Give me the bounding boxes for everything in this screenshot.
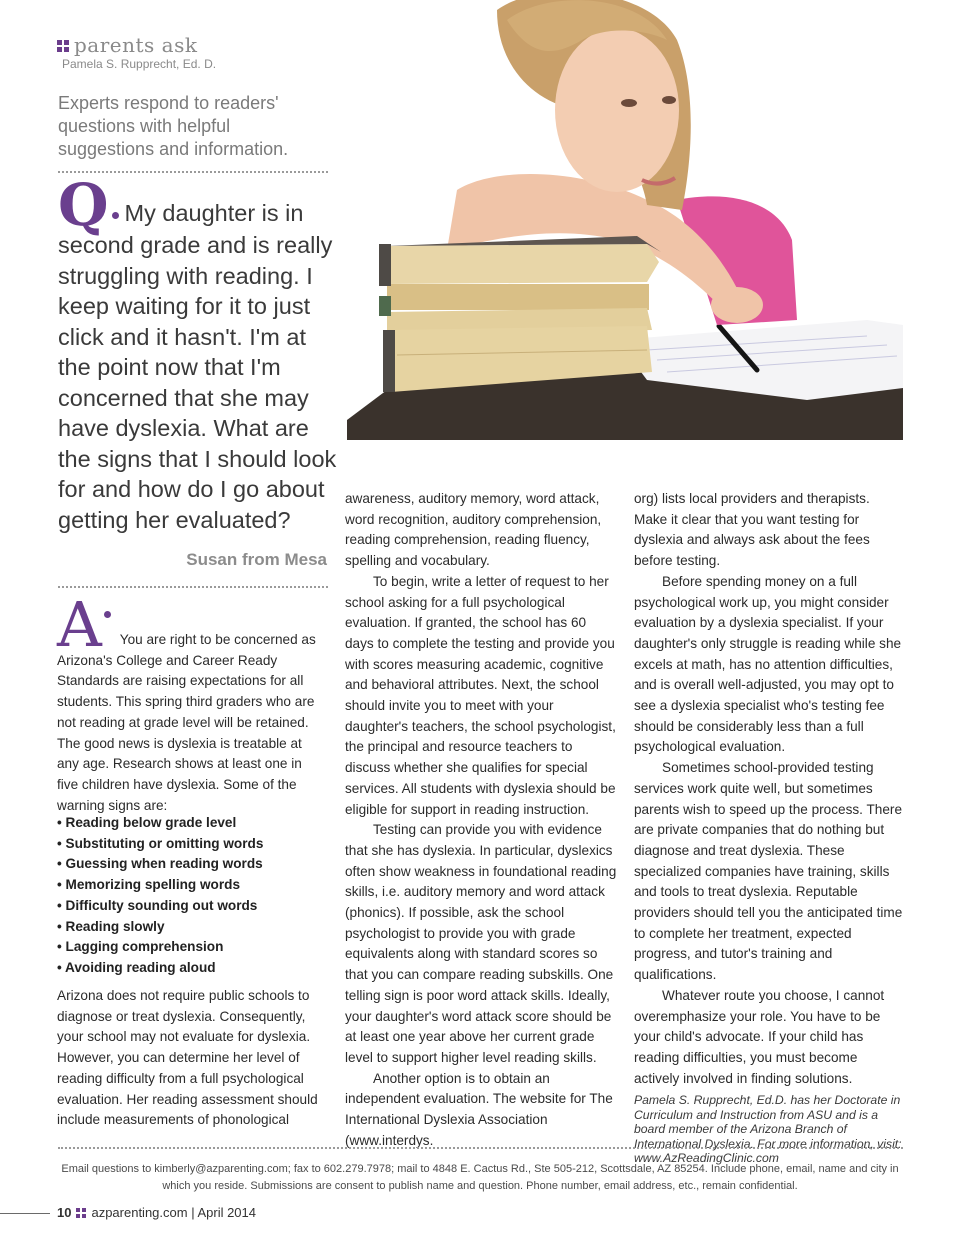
section-dots-icon — [76, 1208, 86, 1218]
submission-note: Email questions to kimberly@azparenting.com; fax to 602.279.7978; mail to 4848 E. Cactus Rd., Ste 505-212, Scottsdale, AZ 85254. Include phone, email, name and city in which you reside. Submissions are consent to publish name and question. Phone number, email address, etc., remain confidential. — [61, 1163, 899, 1192]
question-text: My daughter is in second grade and is really struggling with reading. I keep waiting for it to just click and it hasn't. I'm at the point now that I'm concerned that she may have dyslexia. What are the signs that I should look for and how do I go about getting her evaluated? — [58, 200, 337, 533]
footer-divider — [58, 1147, 903, 1149]
paragraph: org) lists local providers and therapists. Make it clear that you want testing for dyslexia and always ask about the fees before testing. — [634, 491, 870, 569]
author-bio: Pamela S. Rupprecht, Ed.D. has her Doctorate in Curriculum and Instruction from ASU and is a board member of the Arizona Branch of International Dyslexia. For more information, visit: www.AzReadingClinic.com — [634, 1093, 902, 1166]
section-header — [57, 34, 347, 71]
answer-letter: A — [57, 588, 102, 661]
question-block — [58, 171, 343, 535]
footer-rule — [0, 1213, 50, 1214]
paragraph: Before spending money on a full psychological work up, you might consider evaluation by a dyslexia specialist. If your daughter's only struggle is reading while she excels at math, has no attention difficulties, and is overall well-adjusted, you may opt to see a dyslexia specialist who's testing fee should be considerably less than a full psychological evaluation. — [634, 573, 902, 755]
question-signature: Susan from Mesa — [186, 550, 327, 569]
list-item: • Avoiding reading aloud — [57, 958, 327, 979]
publication-info: azparenting.com | April 2014 — [91, 1205, 256, 1220]
paragraph: To begin, write a letter of request to her school asking for a full psychological evaluation. If granted, the school has 60 days to complete the testing and provide you with scores measuring academic, cognitive and behavioral attributes. Next, the school should invite you to meet with your daughter's teachers, the school psychologist, the principal and resource teachers to discuss whether she qualifies for special services. All students with dyslexia should be eligible for support in reading instruction. — [345, 573, 616, 817]
list-item: • Lagging comprehension — [57, 937, 327, 958]
page-number: 10 — [57, 1205, 72, 1220]
paragraph: awareness, auditory memory, word attack, word recognition, auditory comprehension, reading comprehension, reading fluency, spelling and vocabulary. — [345, 491, 602, 569]
answer-paragraph: Arizona does not require public schools to diagnose or treat dyslexia. Consequently, your school may not evaluate for dyslexia. However, you can determine her level of reading difficulty from a full psychological evaluation. Her reading assessment should include measurements of phonological — [57, 988, 318, 1128]
colon-dot-icon — [104, 611, 111, 618]
paragraph: Testing can provide you with evidence that she has dyslexia. In particular, dyslexics often show weakness in foundational reading skills, i.e. auditory memory and word attack (phonics). If possible, ask the school psychologist to provide you with grade equivalents along with standard scores so that you can compare reading subskills. One telling sign is poor word attack skills. Ideally, your daughter's word attack score should be at least one year above her current grade level to support higher level reading skills. — [345, 822, 617, 1065]
list-item: • Reading slowly — [57, 917, 327, 938]
paragraph: Another option is to obtain an independent evaluation. The website for The International Dyslexia Association (www.interdys. — [345, 1070, 613, 1148]
answer-intro: You are right to be concerned as Arizona's College and Career Ready Standards are raising expectations for all students. This spring third graders who are not reading at grade level will be retained. The good news is dyslexia is treatable at any age. Research shows at least one in five children have dyslexia. Some of the warning signs are: — [57, 632, 316, 813]
paragraph: Whatever route you choose, I cannot overemphasize your role. You have to be your child's advocate. If your child has reading difficulties, you must become actively involved in finding solutions. — [634, 987, 885, 1086]
list-item: • Guessing when reading words — [57, 854, 327, 875]
list-item: • Reading below grade level — [57, 813, 327, 834]
colon-dot-icon — [112, 212, 119, 219]
page-footer — [57, 1205, 256, 1220]
author-byline: Pamela S. Rupprecht, Ed. D. — [62, 57, 217, 71]
warning-signs-list — [57, 813, 327, 979]
paragraph: Sometimes school-provided testing services work quite well, but sometimes parents wish to speed up the process. There are private companies that do nothing but diagnose and treat dyslexia. These specialized companies have training, skills and tools to treat dyslexia. Reputable providers should tell you the anticipated time to complete her treatment, expected progress, and tutor's training and qualifications. — [634, 760, 903, 983]
answer-intro-block — [57, 588, 325, 816]
article-photo — [347, 0, 903, 440]
question-letter: Q — [58, 171, 109, 239]
list-item: • Substituting or omitting words — [57, 834, 327, 855]
column-intro: Experts respond to readers' questions with helpful suggestions and information. — [58, 93, 289, 159]
article-column-2 — [345, 489, 617, 1152]
section-title: parents ask — [74, 33, 198, 57]
list-item: • Memorizing spelling words — [57, 875, 327, 896]
section-dots-icon — [57, 40, 69, 52]
list-item: • Difficulty sounding out words — [57, 896, 327, 917]
article-column-3 — [634, 489, 906, 1166]
